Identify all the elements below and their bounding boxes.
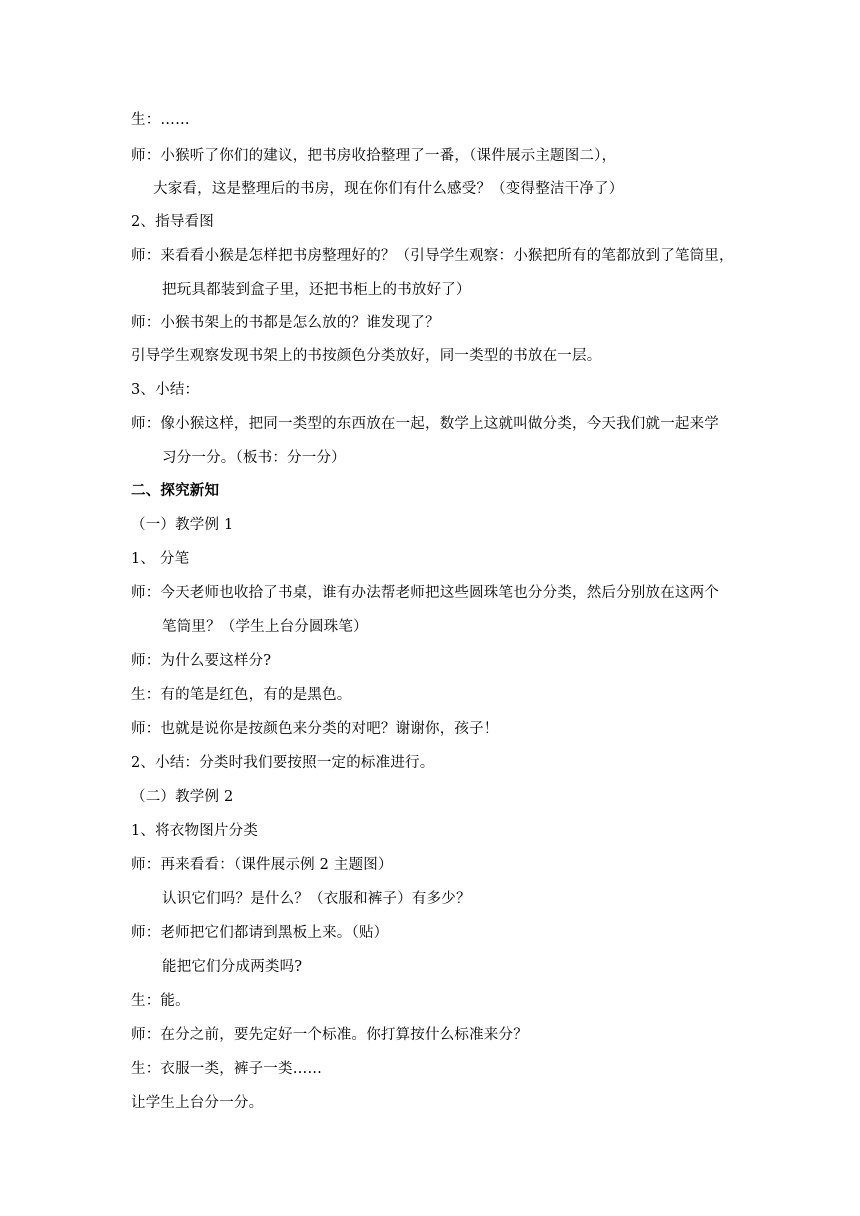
text-line: 生：能。: [131, 993, 190, 1009]
text-line: 生：……: [131, 112, 190, 128]
text-line: 师：像小猴这样，把同一类型的东西放在一起，数学上这就叫做分类，今天我们就一起来学: [131, 416, 719, 432]
text-line: 能把它们分成两类吗?: [162, 959, 303, 975]
text-line: 1、 分笔: [131, 551, 190, 567]
text-line: 2、指导看图: [131, 214, 214, 230]
text-line: 师：小猴书架上的书都是怎么放的？谁发现了？: [131, 315, 440, 331]
subsection-heading: （二）教学例 2: [131, 789, 234, 805]
text-line: 1、将衣物图片分类: [131, 823, 259, 839]
text-line: 生：有的笔是红色，有的是黑色。: [131, 687, 352, 703]
text-line: 师：老师把它们都请到黑板上来。（贴）: [131, 925, 389, 941]
text-line: 师：为什么要这样分?: [131, 653, 272, 669]
text-line: 笔筒里？（学生上台分圆珠笔）: [162, 619, 368, 635]
text-line: 2、小结：分类时我们要按照一定的标准进行。: [131, 755, 435, 771]
text-line: 师：来看看小猴是怎样把书房整理好的？（引导学生观察：小猴把所有的笔都放到了笔筒里，: [131, 248, 734, 264]
text-line: 大家看，这是整理后的书房，现在你们有什么感受？（变得整洁干净了）: [153, 181, 624, 197]
section-heading: 二、探究新知: [131, 482, 220, 499]
text-line: 师：再来看看：（课件展示例 2 主题图）: [131, 857, 393, 873]
subsection-heading: （一）教学例 1: [131, 517, 234, 533]
text-line: 习分一分。（板书：分一分）: [162, 450, 346, 466]
text-line: 让学生上台分一分。: [131, 1095, 264, 1111]
text-line: 师：小猴听了你们的建议，把书房收拾整理了一番，（课件展示主题图二），: [131, 148, 617, 164]
text-line: 引导学生观察发现书架上的书按颜色分类放好，同一类型的书放在一层。: [131, 348, 602, 364]
text-line: 师：今天老师也收拾了书桌，谁有办法帮老师把这些圆珠笔也分分类，然后分别放在这两个: [131, 585, 719, 601]
text-line: 生：衣服一类，裤子一类……: [131, 1061, 323, 1077]
text-line: 师：也就是说你是按颜色来分类的对吧？谢谢你，孩子！: [131, 721, 499, 737]
text-line: 3、小结：: [131, 382, 200, 398]
text-line: 师：在分之前，要先定好一个标准。你打算按什么标准来分？: [131, 1027, 528, 1043]
text-line: 认识它们吗？是什么？（衣服和裤子）有多少？: [162, 891, 471, 907]
text-line: 把玩具都装到盒子里，还把书柜上的书放好了）: [162, 282, 471, 298]
